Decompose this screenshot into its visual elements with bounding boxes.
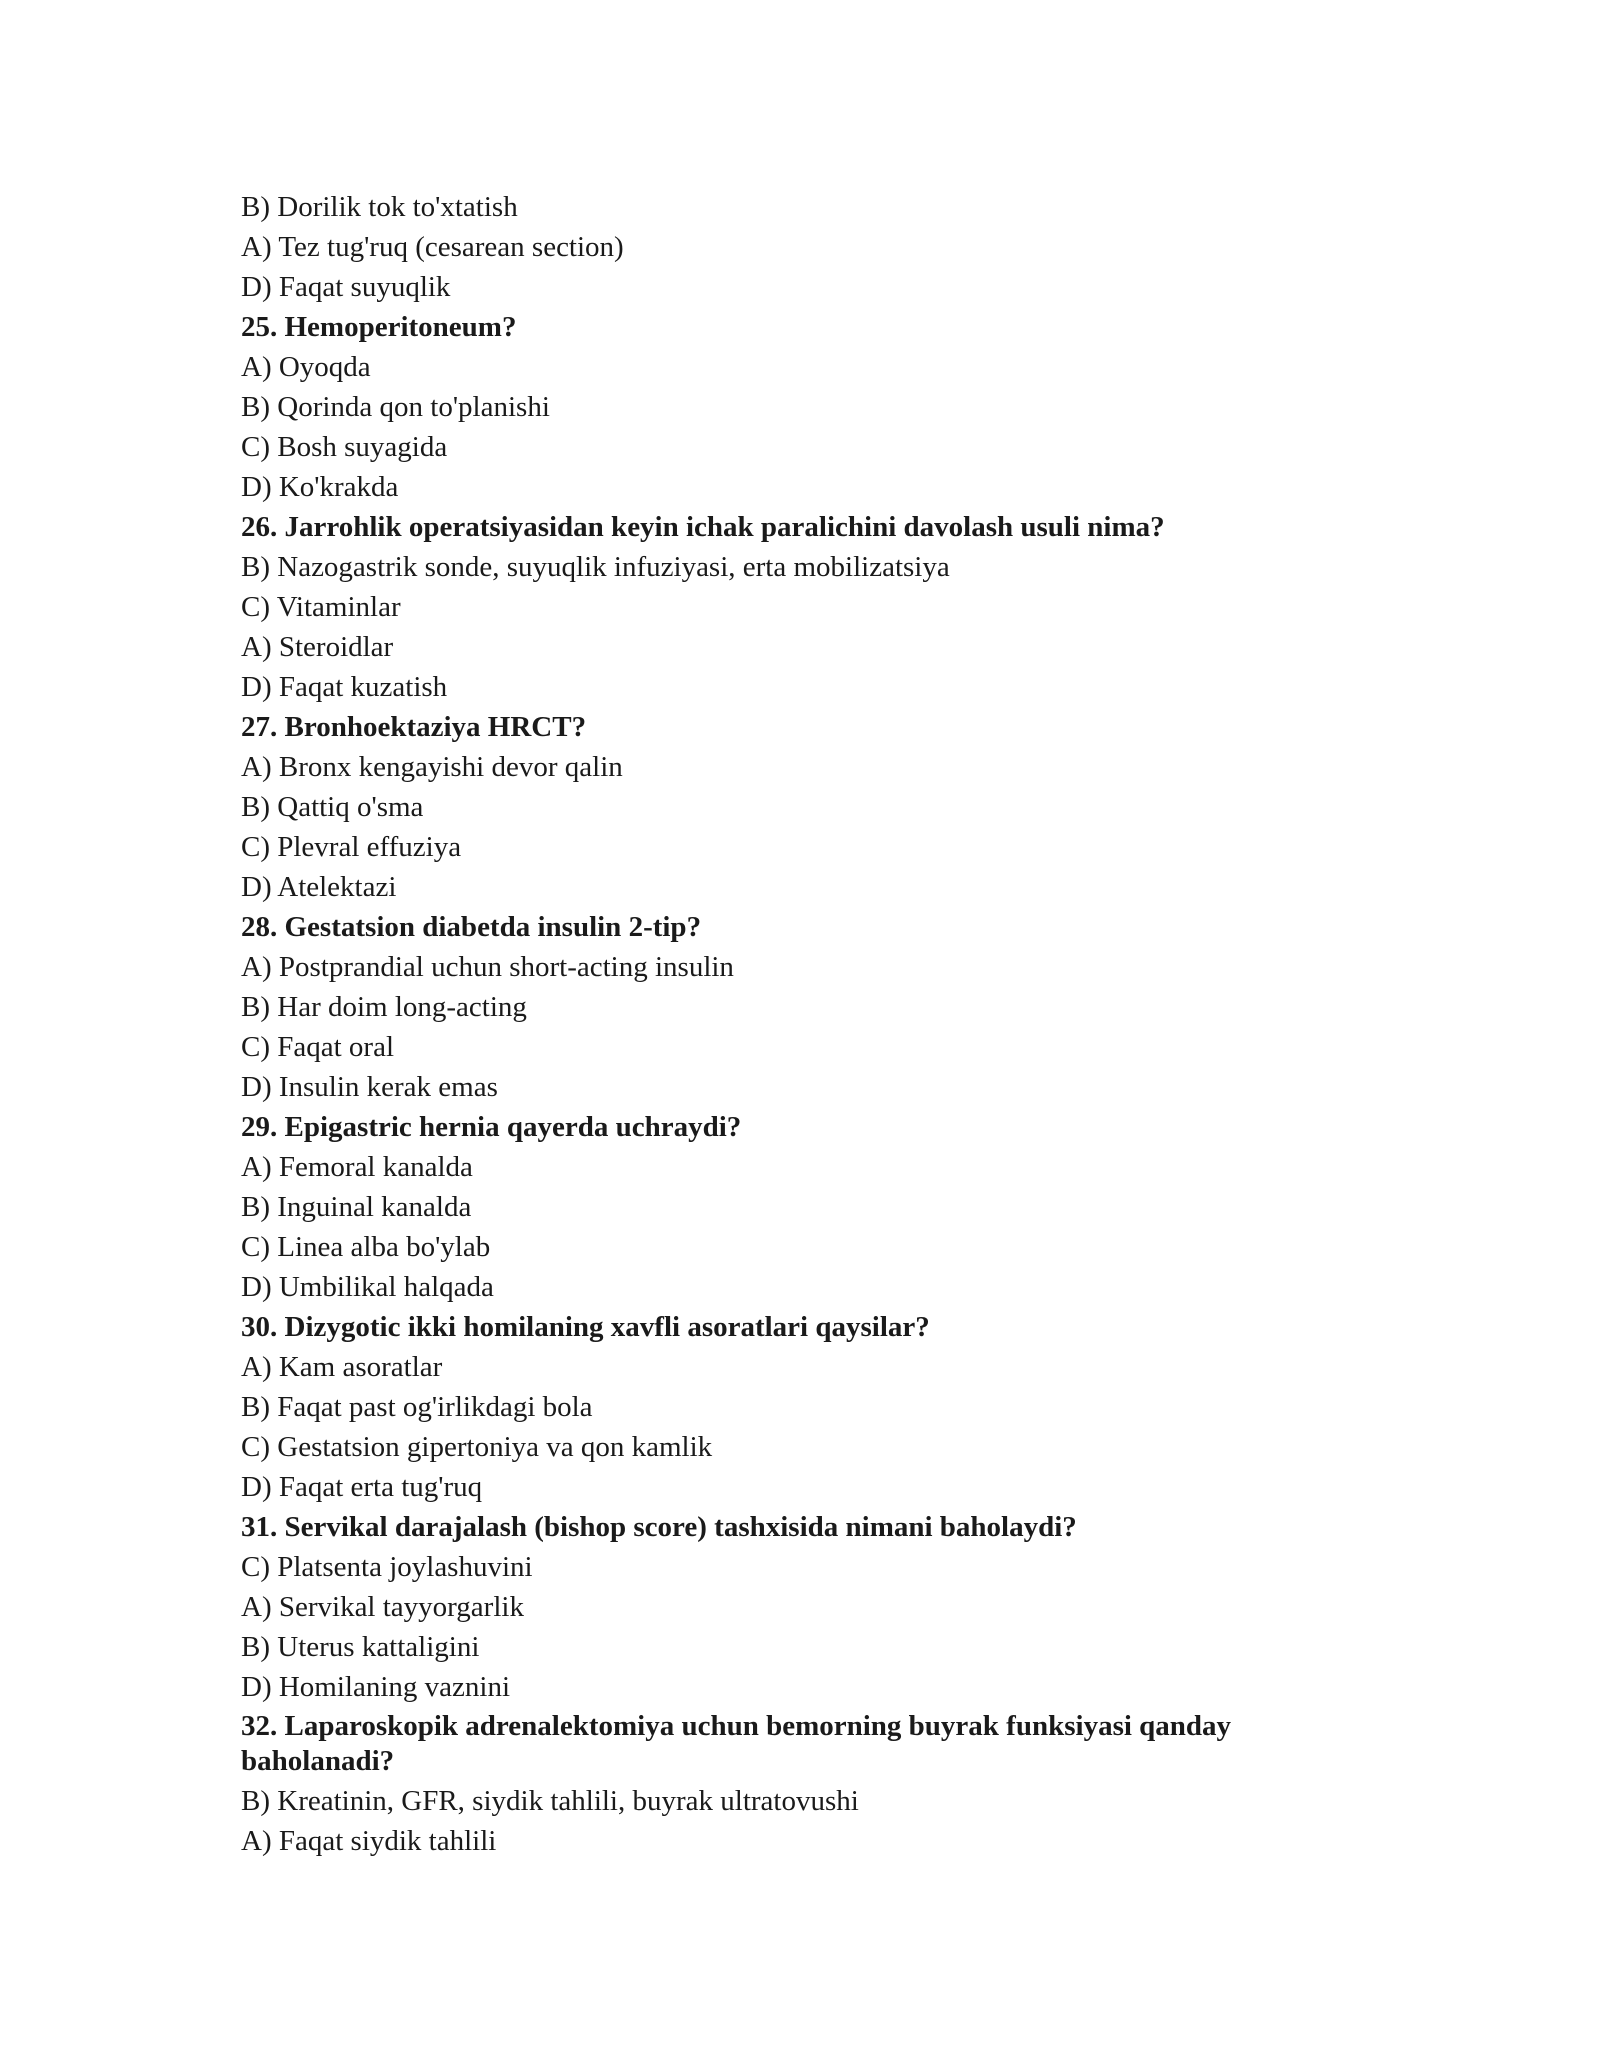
answer-option: D) Ko'krakda [241,471,399,503]
answer-option: D) Homilaning vaznini [241,1671,511,1703]
answer-option: A) Tez tug'ruq (cesarean section) [241,231,624,263]
answer-option: B) Dorilik tok to'xtatish [241,191,518,223]
answer-option: B) Qattiq o'sma [241,791,424,823]
answer-option: B) Nazogastrik sonde, suyuqlik infuziyasi, erta mobilizatsiya [241,551,950,583]
answer-option: D) Faqat kuzatish [241,671,448,703]
question-heading: 28. Gestatsion diabetda insulin 2-tip? [241,911,702,943]
question-heading: 25. Hemoperitoneum? [241,311,517,343]
answer-option: A) Steroidlar [241,631,394,663]
page-content [241,187,1361,1861]
answer-option: B) Faqat past og'irlikdagi bola [241,1391,593,1423]
answer-option: D) Insulin kerak emas [241,1071,498,1103]
question-heading: 32. Laparoskopik adrenalektomiya uchun bemorning buyrak funksiyasi qanday baholanadi? [241,1710,1232,1777]
answer-option: C) Plevral effuziya [241,831,462,863]
answer-option: A) Oyoqda [241,351,371,383]
answer-option: B) Inguinal kanalda [241,1191,472,1223]
answer-option: D) Atelektazi [241,871,397,903]
question-heading: 29. Epigastric hernia qayerda uchraydi? [241,1111,742,1143]
answer-option: A) Faqat siydik tahlili [241,1825,497,1857]
answer-option: A) Bronx kengayishi devor qalin [241,751,623,783]
answer-option: C) Linea alba bo'ylab [241,1231,491,1263]
question-heading: 30. Dizygotic ikki homilaning xavfli asoratlari qaysilar? [241,1311,930,1343]
answer-option: B) Har doim long-acting [241,991,527,1023]
answer-option: D) Faqat erta tug'ruq [241,1471,483,1503]
question-heading: 27. Bronhoektaziya HRCT? [241,711,587,743]
answer-option: C) Bosh suyagida [241,431,448,463]
answer-option: B) Uterus kattaligini [241,1631,480,1663]
answer-option: C) Faqat oral [241,1031,395,1063]
question-heading: 26. Jarrohlik operatsiyasidan keyin ichak paralichini davolash usuli nima? [241,511,1165,543]
answer-option: B) Qorinda qon to'planishi [241,391,550,423]
answer-option: D) Umbilikal halqada [241,1271,494,1303]
answer-option: A) Femoral kanalda [241,1151,473,1183]
answer-option: C) Gestatsion gipertoniya va qon kamlik [241,1431,713,1463]
answer-option: C) Vitaminlar [241,591,401,623]
question-heading: 31. Servikal darajalash (bishop score) tashxisida nimani baholaydi? [241,1511,1077,1543]
answer-option: A) Servikal tayyorgarlik [241,1591,524,1623]
answer-option: C) Platsenta joylashuvini [241,1551,533,1583]
answer-option: A) Postprandial uchun short-acting insulin [241,951,734,983]
answer-option: A) Kam asoratlar [241,1351,443,1383]
answer-option: B) Kreatinin, GFR, siydik tahlili, buyrak ultratovushi [241,1785,859,1817]
answer-option: D) Faqat suyuqlik [241,271,451,303]
